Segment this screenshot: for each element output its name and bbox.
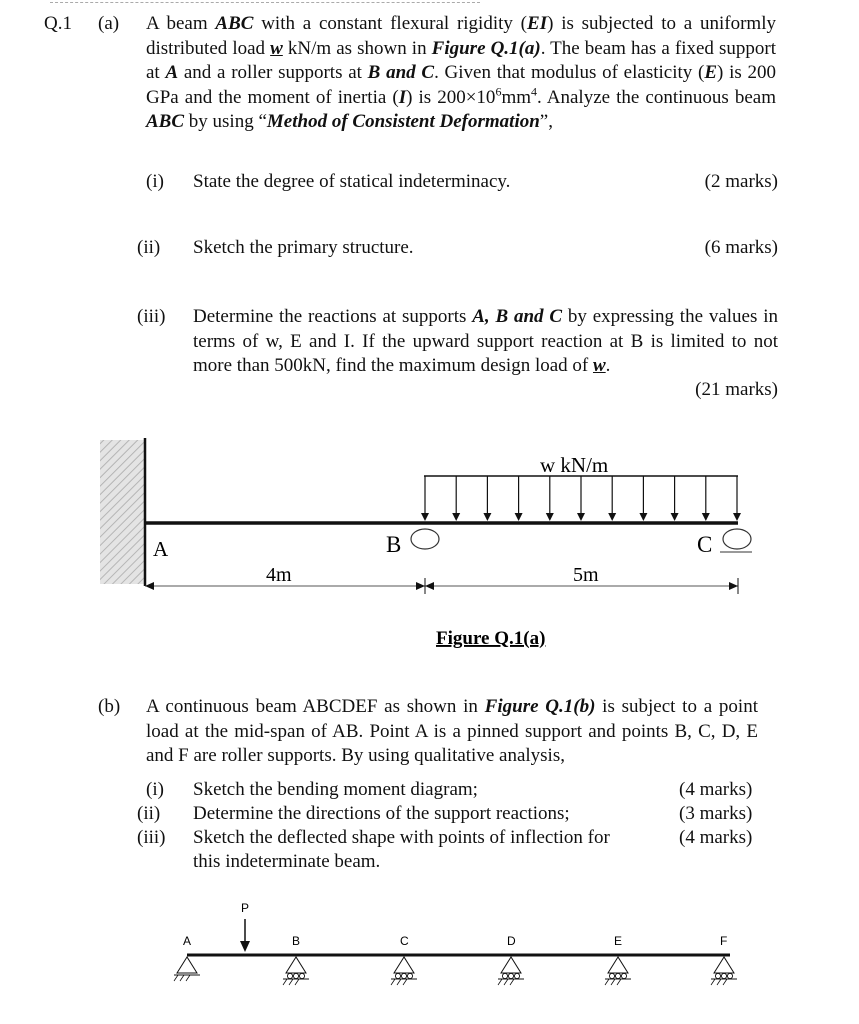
part-b-iii-marks: (4 marks) bbox=[679, 827, 753, 848]
ground-hatch bbox=[498, 979, 502, 985]
ground-hatch bbox=[283, 979, 287, 985]
part-a-ii-number: (ii) bbox=[137, 237, 161, 258]
part-a-label: (a) bbox=[98, 13, 120, 34]
ground-hatch bbox=[403, 979, 407, 985]
ground-hatch bbox=[295, 979, 299, 985]
ground-hatch bbox=[611, 979, 615, 985]
part-b-i-text: Sketch the bending moment diagram; bbox=[193, 779, 478, 800]
part-a-ii-text: Sketch the primary structure. bbox=[193, 237, 414, 258]
part-b-iii-text-cont: this indeterminate beam. bbox=[193, 851, 381, 872]
ground-hatch bbox=[723, 979, 727, 985]
part-b-label: (b) bbox=[98, 696, 121, 717]
ground-hatch bbox=[605, 979, 609, 985]
roller-wheel bbox=[609, 973, 614, 978]
ground-hatch bbox=[397, 979, 401, 985]
support-f bbox=[711, 934, 737, 985]
support-label: E bbox=[614, 934, 623, 948]
part-b-iii-text: Sketch the deflected shape with points of inflection for bbox=[193, 827, 610, 848]
roller-wheel bbox=[615, 973, 620, 978]
support-label: F bbox=[720, 934, 728, 948]
ground-hatch bbox=[617, 979, 621, 985]
point-a-label: A bbox=[153, 537, 169, 561]
ground-hatch bbox=[391, 979, 395, 985]
roller-wheel bbox=[727, 973, 732, 978]
part-b-i-marks: (4 marks) bbox=[679, 779, 753, 800]
support-triangle bbox=[608, 957, 628, 973]
support-triangle bbox=[286, 957, 306, 973]
question-number: Q.1 bbox=[44, 13, 72, 34]
span-ab-label: 4m bbox=[266, 564, 292, 586]
part-a-iii-text: Determine the reactions at supports A, B and C by expressing the values in terms of w, E and I. If the upward support reaction at B is limited to not more than 500kN, find the maximum design load of w. bbox=[193, 306, 778, 376]
support-label: C bbox=[400, 934, 409, 948]
figure-q1a-caption: Figure Q.1(a) bbox=[436, 628, 546, 649]
part-b-ii-number: (ii) bbox=[137, 803, 161, 824]
part-a-intro: A beam ABC with a constant flexural rigidity (EI) is subjected to a uniformly distributed load w kN/m as shown in Figure Q.1(a). The beam has a fixed support at A and a roller supports at B and C. Given that modulus of elasticity (E) is 200 GPa and the moment of inertia (I) is $200\times 10^6mm^4$. Analyze the continuous beam ABC by using “Method of Consistent Deformation”, bbox=[146, 13, 777, 132]
part-b-iii-number: (iii) bbox=[137, 827, 166, 848]
support-d bbox=[498, 934, 524, 985]
part-b-ii-text: Determine the directions of the support reactions; bbox=[193, 803, 570, 824]
roller-wheel bbox=[287, 973, 292, 978]
ground-hatch bbox=[180, 975, 184, 981]
point-b-label: B bbox=[386, 532, 402, 557]
part-b-intro: A continuous beam ABCDEF as shown in Figure Q.1(b) is subject to a point load at the mid-span of AB. Point A is a pinned support and points B, C, D, E and F are roller supports. By using qualitative analysis, bbox=[146, 696, 758, 766]
part-a-iii-marks: (21 marks) bbox=[695, 379, 778, 400]
support-triangle bbox=[714, 957, 734, 973]
ground-hatch bbox=[717, 979, 721, 985]
roller-wheel bbox=[721, 973, 726, 978]
point-load-label: P bbox=[241, 901, 250, 915]
roller-wheel bbox=[621, 973, 626, 978]
support-e bbox=[605, 934, 631, 985]
roller-wheel bbox=[293, 973, 298, 978]
ground-hatch bbox=[186, 975, 190, 981]
part-a-i-number: (i) bbox=[146, 171, 164, 192]
part-a-ii-marks: (6 marks) bbox=[704, 237, 778, 258]
ground-hatch bbox=[504, 979, 508, 985]
ground-hatch bbox=[510, 979, 514, 985]
roller-wheel bbox=[299, 973, 304, 978]
part-b-ii-marks: (3 marks) bbox=[679, 803, 753, 824]
ground-hatch bbox=[174, 975, 178, 981]
support-a bbox=[174, 934, 200, 981]
roller-wheel bbox=[395, 973, 400, 978]
supports-b bbox=[174, 934, 737, 985]
support-label: D bbox=[507, 934, 516, 948]
support-triangle bbox=[394, 957, 414, 973]
span-bc-label: 5m bbox=[573, 564, 599, 586]
part-a-i-text: State the degree of statical indeterminacy. bbox=[193, 171, 511, 192]
support-triangle bbox=[177, 957, 197, 973]
support-label: B bbox=[292, 934, 301, 948]
support-label: A bbox=[183, 934, 192, 948]
support-triangle bbox=[501, 957, 521, 973]
part-b-i-number: (i) bbox=[146, 779, 164, 800]
point-c-label: C bbox=[697, 532, 713, 557]
roller-wheel bbox=[502, 973, 507, 978]
roller-wheel bbox=[401, 973, 406, 978]
support-c bbox=[391, 934, 417, 985]
ground-hatch bbox=[711, 979, 715, 985]
roller-wheel bbox=[514, 973, 519, 978]
part-a-iii-number: (iii) bbox=[137, 306, 166, 327]
roller-wheel bbox=[508, 973, 513, 978]
roller-wheel bbox=[715, 973, 720, 978]
ground-hatch bbox=[289, 979, 293, 985]
udl-label: w kN/m bbox=[540, 453, 609, 477]
part-a-i-marks: (2 marks) bbox=[704, 171, 778, 192]
point-load-arrow bbox=[240, 941, 250, 952]
roller-wheel bbox=[407, 973, 412, 978]
support-b bbox=[283, 934, 309, 985]
